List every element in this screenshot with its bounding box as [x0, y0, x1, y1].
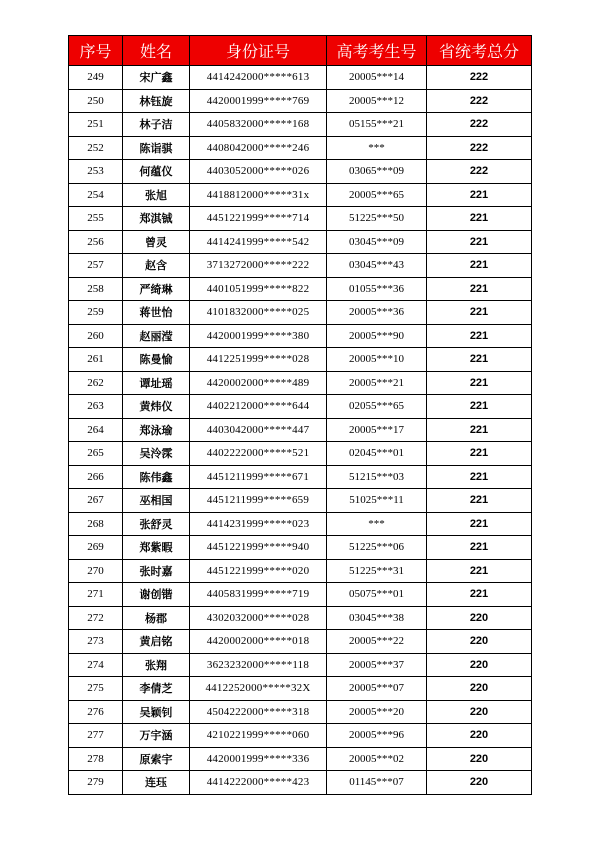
table-row — [69, 700, 532, 724]
cell-exam-number: 20005***37 — [327, 653, 427, 677]
cell-name: 万宇涵 — [123, 724, 190, 748]
cell-exam-number: 02055***65 — [327, 395, 427, 419]
cell-serial-no: 263 — [69, 395, 123, 419]
cell-id-number: 4101832000*****025 — [190, 301, 327, 325]
cell-name: 黄炜仪 — [123, 395, 190, 419]
cell-name: 何蕴仪 — [123, 160, 190, 184]
table-row — [69, 418, 532, 442]
cell-id-number: 4405832000*****168 — [190, 113, 327, 137]
cell-exam-number: 20005***07 — [327, 677, 427, 701]
cell-id-number: 4420001999*****336 — [190, 747, 327, 771]
table-row — [69, 136, 532, 160]
cell-exam-number: 20005***20 — [327, 700, 427, 724]
cell-id-number: 4414231999*****023 — [190, 512, 327, 536]
table-row — [69, 771, 532, 795]
cell-name: 张舒灵 — [123, 512, 190, 536]
cell-id-number: 4414241999*****542 — [190, 230, 327, 254]
cell-name: 连珏 — [123, 771, 190, 795]
table-row — [69, 113, 532, 137]
cell-exam-number: 20005***10 — [327, 348, 427, 372]
cell-name: 蒋世怡 — [123, 301, 190, 325]
table-row — [69, 559, 532, 583]
table-row — [69, 89, 532, 113]
cell-total-score: 221 — [427, 207, 532, 231]
cell-exam-number: 20005***14 — [327, 66, 427, 90]
cell-total-score: 220 — [427, 700, 532, 724]
cell-id-number: 4408042000*****246 — [190, 136, 327, 160]
cell-exam-number: 20005***90 — [327, 324, 427, 348]
cell-total-score: 221 — [427, 489, 532, 513]
cell-name: 原索宇 — [123, 747, 190, 771]
cell-total-score: 220 — [427, 630, 532, 654]
cell-exam-number: 03065***09 — [327, 160, 427, 184]
cell-serial-no: 267 — [69, 489, 123, 513]
cell-name: 林钰旋 — [123, 89, 190, 113]
table-row — [69, 348, 532, 372]
cell-name: 杨郡 — [123, 606, 190, 630]
cell-exam-number: 20005***21 — [327, 371, 427, 395]
cell-total-score: 221 — [427, 254, 532, 278]
table-row — [69, 724, 532, 748]
table-row — [69, 160, 532, 184]
cell-total-score: 221 — [427, 230, 532, 254]
cell-total-score: 220 — [427, 747, 532, 771]
cell-name: 吴泠霂 — [123, 442, 190, 466]
cell-exam-number: 02045***01 — [327, 442, 427, 466]
cell-total-score: 220 — [427, 653, 532, 677]
cell-serial-no: 269 — [69, 536, 123, 560]
header-row — [69, 36, 532, 66]
cell-id-number: 4420002000*****489 — [190, 371, 327, 395]
cell-name: 吴颖钊 — [123, 700, 190, 724]
table-header — [69, 36, 532, 66]
cell-serial-no: 261 — [69, 348, 123, 372]
cell-exam-number: 03045***43 — [327, 254, 427, 278]
cell-name: 郑紫暇 — [123, 536, 190, 560]
cell-serial-no: 275 — [69, 677, 123, 701]
cell-exam-number: 01145***07 — [327, 771, 427, 795]
cell-id-number: 4418812000*****31x — [190, 183, 327, 207]
cell-exam-number: 03045***09 — [327, 230, 427, 254]
cell-total-score: 220 — [427, 771, 532, 795]
table-row — [69, 66, 532, 90]
table-row — [69, 747, 532, 771]
cell-serial-no: 266 — [69, 465, 123, 489]
cell-exam-number: 01055***36 — [327, 277, 427, 301]
cell-name: 巫相国 — [123, 489, 190, 513]
cell-name: 张旭 — [123, 183, 190, 207]
cell-name: 李倩芝 — [123, 677, 190, 701]
cell-id-number: 4403042000*****447 — [190, 418, 327, 442]
cell-total-score: 221 — [427, 371, 532, 395]
table-row — [69, 371, 532, 395]
table-row — [69, 442, 532, 466]
table-row — [69, 254, 532, 278]
cell-name: 谭址瑶 — [123, 371, 190, 395]
cell-serial-no: 260 — [69, 324, 123, 348]
cell-total-score: 221 — [427, 559, 532, 583]
cell-serial-no: 250 — [69, 89, 123, 113]
cell-name: 陈诣骐 — [123, 136, 190, 160]
cell-exam-number: 51215***03 — [327, 465, 427, 489]
cell-exam-number: 20005***02 — [327, 747, 427, 771]
cell-serial-no: 272 — [69, 606, 123, 630]
cell-serial-no: 256 — [69, 230, 123, 254]
cell-total-score: 221 — [427, 277, 532, 301]
cell-total-score: 220 — [427, 606, 532, 630]
cell-id-number: 3623232000*****118 — [190, 653, 327, 677]
cell-id-number: 4420001999*****380 — [190, 324, 327, 348]
cell-name: 郑淇铖 — [123, 207, 190, 231]
cell-total-score: 221 — [427, 583, 532, 607]
cell-serial-no: 252 — [69, 136, 123, 160]
cell-id-number: 4302032000*****028 — [190, 606, 327, 630]
cell-name: 赵丽滢 — [123, 324, 190, 348]
cell-name: 陈伟鑫 — [123, 465, 190, 489]
cell-exam-number: 20005***36 — [327, 301, 427, 325]
table-row — [69, 630, 532, 654]
cell-total-score: 221 — [427, 348, 532, 372]
cell-exam-number: 51225***50 — [327, 207, 427, 231]
cell-total-score: 221 — [427, 465, 532, 489]
cell-total-score: 222 — [427, 136, 532, 160]
table-row — [69, 207, 532, 231]
table-body — [69, 66, 532, 795]
cell-serial-no: 258 — [69, 277, 123, 301]
table-row — [69, 489, 532, 513]
cell-serial-no: 270 — [69, 559, 123, 583]
cell-serial-no: 259 — [69, 301, 123, 325]
cell-id-number: 4451211999*****659 — [190, 489, 327, 513]
cell-serial-no: 262 — [69, 371, 123, 395]
cell-name: 林子洁 — [123, 113, 190, 137]
cell-exam-number: 03045***38 — [327, 606, 427, 630]
cell-serial-no: 253 — [69, 160, 123, 184]
cell-name: 黄启铭 — [123, 630, 190, 654]
cell-id-number: 4451221999*****940 — [190, 536, 327, 560]
cell-id-number: 4451221999*****020 — [190, 559, 327, 583]
cell-id-number: 4451221999*****714 — [190, 207, 327, 231]
cell-exam-number: 20005***22 — [327, 630, 427, 654]
cell-exam-number: 20005***65 — [327, 183, 427, 207]
table-row — [69, 324, 532, 348]
cell-total-score: 221 — [427, 442, 532, 466]
cell-serial-no: 274 — [69, 653, 123, 677]
cell-total-score: 221 — [427, 512, 532, 536]
cell-serial-no: 264 — [69, 418, 123, 442]
cell-id-number: 4420001999*****769 — [190, 89, 327, 113]
table-row — [69, 395, 532, 419]
cell-exam-number: 20005***96 — [327, 724, 427, 748]
cell-serial-no: 276 — [69, 700, 123, 724]
cell-name: 郑泳瑜 — [123, 418, 190, 442]
cell-id-number: 4420002000*****018 — [190, 630, 327, 654]
cell-serial-no: 251 — [69, 113, 123, 137]
table-row — [69, 277, 532, 301]
table-row — [69, 230, 532, 254]
cell-serial-no: 255 — [69, 207, 123, 231]
cell-id-number: 4210221999*****060 — [190, 724, 327, 748]
table-row — [69, 512, 532, 536]
cell-total-score: 221 — [427, 301, 532, 325]
cell-name: 张翔 — [123, 653, 190, 677]
header-serial-no: 序号 — [69, 36, 123, 66]
cell-total-score: 221 — [427, 395, 532, 419]
cell-serial-no: 265 — [69, 442, 123, 466]
cell-id-number: 4414242000*****613 — [190, 66, 327, 90]
header-total-score: 省统考总分 — [427, 36, 532, 66]
cell-id-number: 4451211999*****671 — [190, 465, 327, 489]
header-exam-number: 高考考生号 — [327, 36, 427, 66]
cell-serial-no: 279 — [69, 771, 123, 795]
cell-exam-number: 20005***12 — [327, 89, 427, 113]
cell-total-score: 221 — [427, 324, 532, 348]
cell-serial-no: 254 — [69, 183, 123, 207]
cell-id-number: 3713272000*****222 — [190, 254, 327, 278]
table-row — [69, 465, 532, 489]
cell-id-number: 4405831999*****719 — [190, 583, 327, 607]
cell-name: 陈曼愉 — [123, 348, 190, 372]
cell-total-score: 221 — [427, 183, 532, 207]
cell-id-number: 4403052000*****026 — [190, 160, 327, 184]
cell-name: 曾灵 — [123, 230, 190, 254]
table-row — [69, 183, 532, 207]
cell-total-score: 220 — [427, 724, 532, 748]
cell-exam-number: *** — [327, 136, 427, 160]
cell-id-number: 4402222000*****521 — [190, 442, 327, 466]
cell-serial-no: 277 — [69, 724, 123, 748]
header-name: 姓名 — [123, 36, 190, 66]
cell-id-number: 4412252000*****32X — [190, 677, 327, 701]
cell-total-score: 222 — [427, 113, 532, 137]
cell-id-number: 4402212000*****644 — [190, 395, 327, 419]
table-row — [69, 653, 532, 677]
cell-serial-no: 257 — [69, 254, 123, 278]
cell-total-score: 222 — [427, 66, 532, 90]
cell-total-score: 221 — [427, 536, 532, 560]
cell-serial-no: 268 — [69, 512, 123, 536]
table-row — [69, 536, 532, 560]
score-table — [68, 35, 532, 795]
cell-exam-number: *** — [327, 512, 427, 536]
cell-id-number: 4412251999*****028 — [190, 348, 327, 372]
cell-id-number: 4401051999*****822 — [190, 277, 327, 301]
cell-exam-number: 51225***31 — [327, 559, 427, 583]
cell-exam-number: 05155***21 — [327, 113, 427, 137]
cell-name: 张时嘉 — [123, 559, 190, 583]
cell-serial-no: 271 — [69, 583, 123, 607]
cell-name: 赵含 — [123, 254, 190, 278]
cell-serial-no: 249 — [69, 66, 123, 90]
cell-exam-number: 51025***11 — [327, 489, 427, 513]
cell-id-number: 4504222000*****318 — [190, 700, 327, 724]
cell-name: 宋广鑫 — [123, 66, 190, 90]
table-row — [69, 583, 532, 607]
cell-total-score: 222 — [427, 89, 532, 113]
cell-name: 严绮琳 — [123, 277, 190, 301]
cell-exam-number: 20005***17 — [327, 418, 427, 442]
cell-serial-no: 278 — [69, 747, 123, 771]
cell-exam-number: 05075***01 — [327, 583, 427, 607]
cell-total-score: 220 — [427, 677, 532, 701]
table-row — [69, 677, 532, 701]
header-id-number: 身份证号 — [190, 36, 327, 66]
cell-id-number: 4414222000*****423 — [190, 771, 327, 795]
cell-total-score: 222 — [427, 160, 532, 184]
cell-total-score: 221 — [427, 418, 532, 442]
cell-name: 谢创锴 — [123, 583, 190, 607]
cell-serial-no: 273 — [69, 630, 123, 654]
table-row — [69, 606, 532, 630]
table-row — [69, 301, 532, 325]
cell-exam-number: 51225***06 — [327, 536, 427, 560]
